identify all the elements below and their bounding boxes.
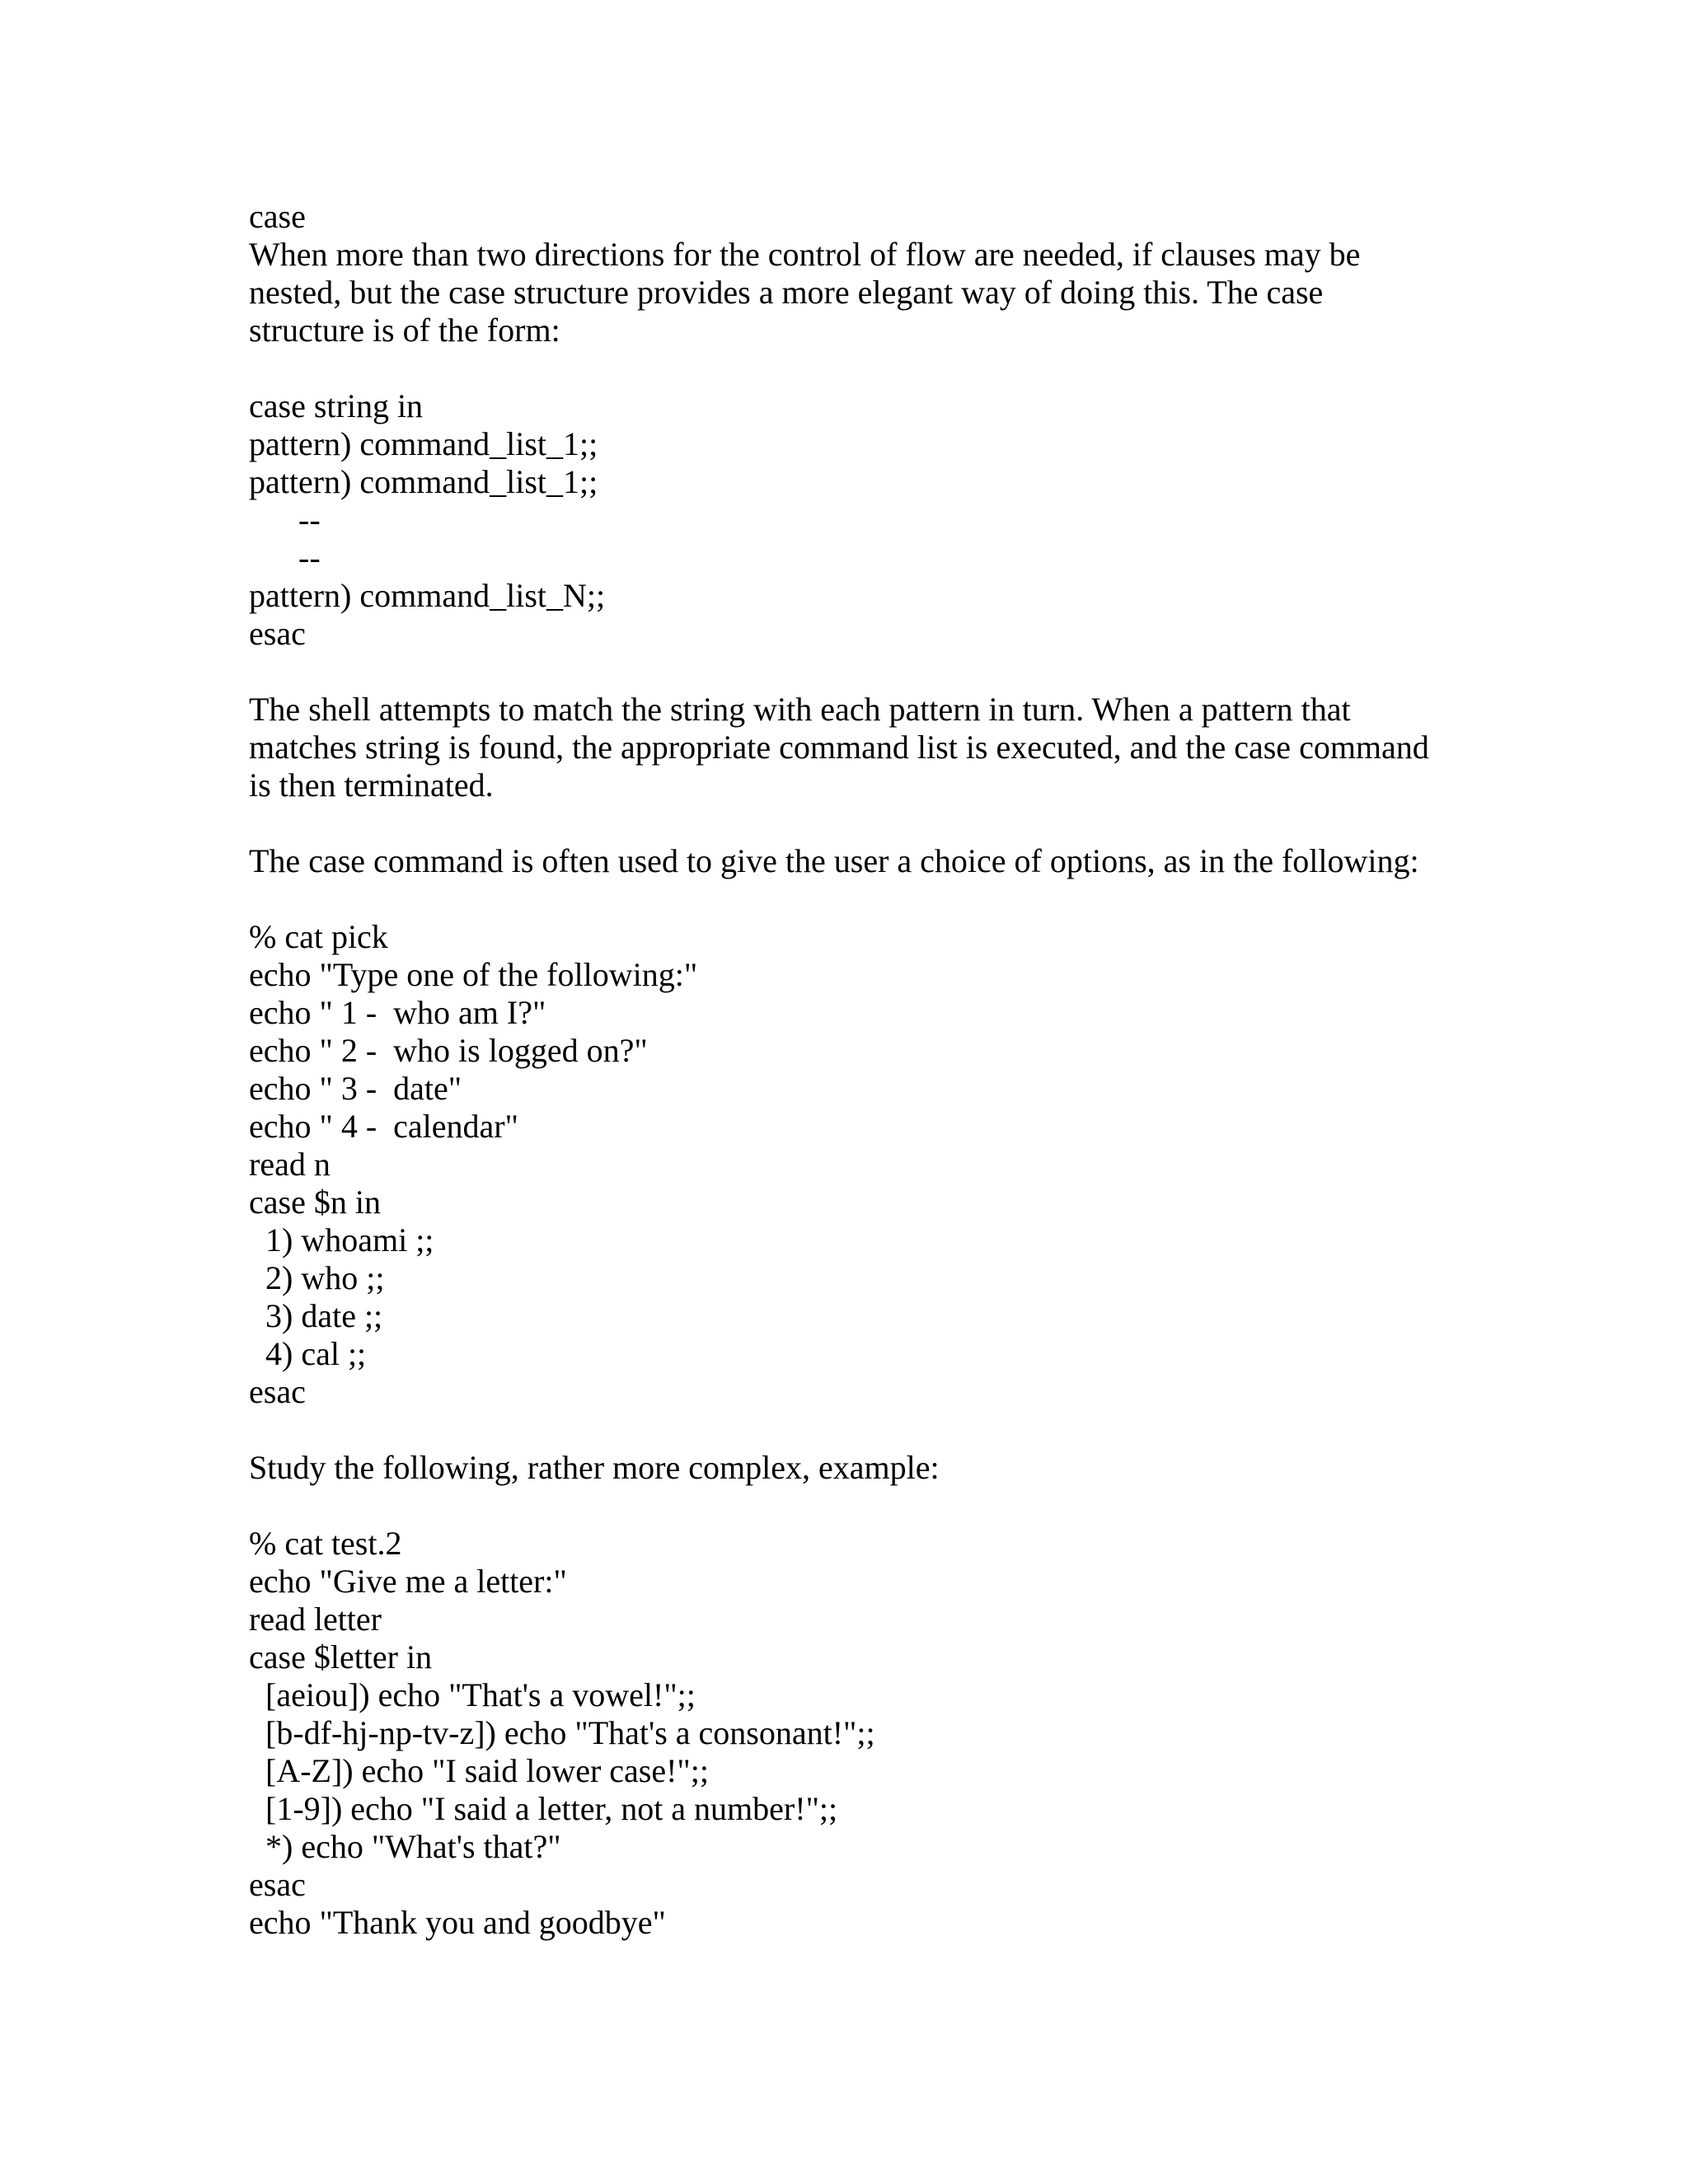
test2-script-line: case $letter in (249, 1638, 433, 1675)
syntax-line: -- (249, 501, 321, 538)
intro-line: When more than two directions for the control of flow are needed, if clauses may be (249, 236, 1361, 273)
complex-intro: Study the following, rather more complex, example: (249, 1449, 940, 1486)
explanation-line: is then terminated. (249, 766, 494, 804)
test2-script-line: read letter (249, 1601, 382, 1638)
test2-script-line: [b-df-hj-np-tv-z]) echo "That's a consonant!";; (249, 1714, 875, 1751)
syntax-line: -- (249, 539, 321, 576)
test2-script-line: echo "Thank you and goodbye" (249, 1904, 666, 1941)
pick-script-line: 1) whoami ;; (249, 1221, 434, 1258)
explanation-line: The shell attempts to match the string with each pattern in turn. When a pattern that (249, 691, 1351, 728)
pick-script-line: echo "Type one of the following:" (249, 956, 698, 993)
pick-script-line: 4) cal ;; (249, 1335, 367, 1372)
syntax-line: esac (249, 615, 306, 652)
pick-script-line: read n (249, 1146, 331, 1183)
pick-script-line: echo " 3 - date" (249, 1070, 462, 1107)
test2-script-line: [1-9]) echo "I said a letter, not a number!";; (249, 1790, 838, 1827)
syntax-line: pattern) command_list_N;; (249, 577, 606, 614)
syntax-line: pattern) command_list_1;; (249, 463, 598, 500)
pick-script-line: echo " 4 - calendar" (249, 1108, 518, 1145)
intro-line: structure is of the form: (249, 312, 560, 349)
pick-script-line: echo " 1 - who am I?" (249, 994, 546, 1031)
pick-script-line: 3) date ;; (249, 1297, 383, 1334)
test2-script-line: echo "Give me a letter:" (249, 1563, 567, 1600)
syntax-line: pattern) command_list_1;; (249, 425, 598, 462)
pick-script-line: echo " 2 - who is logged on?" (249, 1032, 648, 1069)
syntax-line: case string in (249, 387, 424, 424)
options-intro: The case command is often used to give the user a choice of options, as in the following: (249, 842, 1419, 879)
intro-line: nested, but the case structure provides a more elegant way of doing this. The case (249, 274, 1324, 311)
pick-script-line: % cat pick (249, 918, 388, 955)
test2-script-line: esac (249, 1866, 306, 1903)
pick-script-line: case $n in (249, 1183, 381, 1221)
test2-script-line: [A-Z]) echo "I said lower case!";; (249, 1752, 709, 1789)
test2-script-line: *) echo "What's that?" (249, 1828, 561, 1865)
pick-script-line: esac (249, 1373, 306, 1410)
explanation-line: matches string is found, the appropriate command list is executed, and the case command (249, 729, 1429, 766)
pick-script-line: 2) who ;; (249, 1259, 385, 1296)
test2-script-line: % cat test.2 (249, 1525, 402, 1562)
section-heading: case (249, 198, 306, 235)
test2-script-line: [aeiou]) echo "That's a vowel!";; (249, 1676, 696, 1713)
